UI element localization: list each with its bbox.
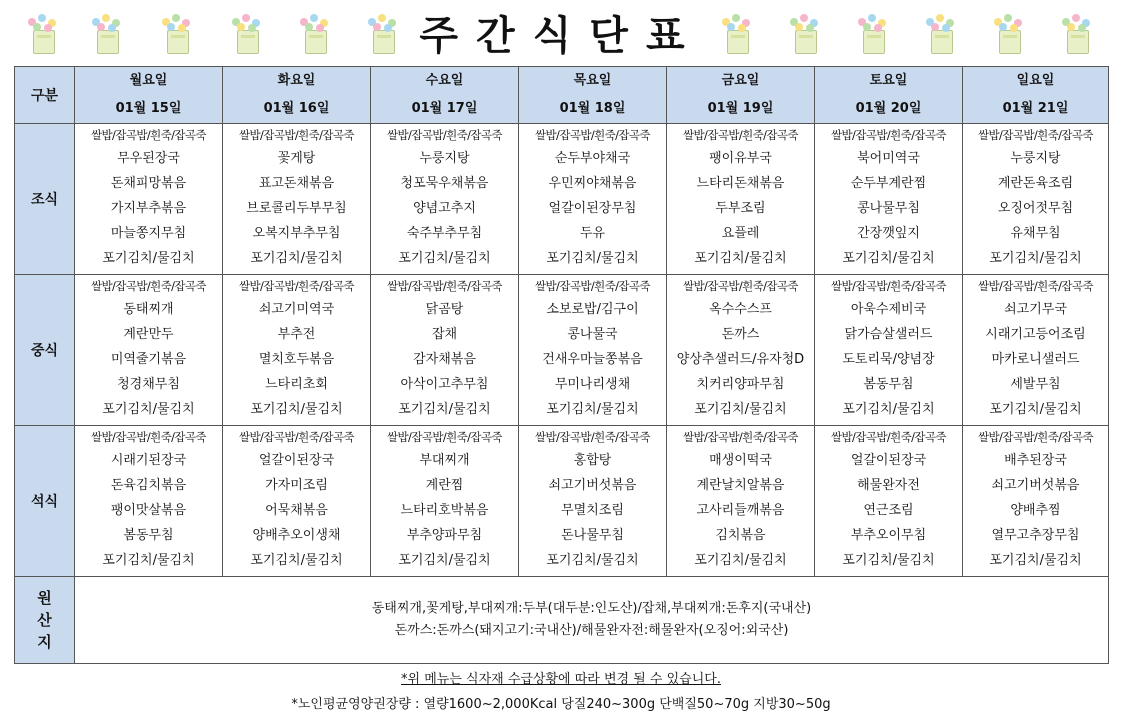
rice-options: 쌀밥/잡곡밥/흰죽/잡곡죽 — [239, 430, 354, 444]
meal-row — [15, 426, 1109, 577]
flower-pot-decoration — [228, 14, 266, 56]
rice-options: 쌀밥/잡곡밥/흰죽/잡곡죽 — [535, 279, 650, 293]
menu-item: 요플레 — [721, 226, 760, 241]
menu-item: 포기김치/물김치 — [989, 251, 1082, 266]
menu-cell — [371, 426, 519, 577]
menu-cell — [223, 426, 371, 577]
menu-item: 아욱수제비국 — [850, 302, 927, 317]
menu-cell — [667, 426, 815, 577]
menu-item: 포기김치/물김치 — [102, 251, 195, 266]
menu-item: 도토리묵/양념장 — [842, 352, 935, 367]
menu-cell — [75, 124, 223, 275]
menu-item: 포기김치/물김치 — [398, 553, 491, 568]
day-header — [519, 67, 667, 124]
menu-item: 부추오이무침 — [850, 528, 927, 543]
day-header — [815, 67, 963, 124]
menu-item: 아삭이고추무침 — [400, 377, 489, 392]
day-name: 월요일 — [129, 73, 168, 88]
menu-item: 김치볶음 — [715, 528, 766, 543]
origin-row — [15, 577, 1109, 664]
change-notice: *위 메뉴는 식자재 수급상황에 따라 변경 될 수 있습니다. — [401, 672, 721, 687]
day-name: 화요일 — [277, 73, 316, 88]
origin-info — [75, 577, 1109, 664]
menu-item: 포기김치/물김치 — [250, 251, 343, 266]
menu-cell — [519, 124, 667, 275]
menu-item: 건새우마늘쫑볶음 — [542, 352, 643, 367]
menu-item: 오복지부추무침 — [252, 226, 341, 241]
rice-options: 쌀밥/잡곡밥/흰죽/잡곡죽 — [831, 279, 946, 293]
menu-item: 고사리들깨볶음 — [696, 503, 785, 518]
menu-item: 계란만두 — [123, 327, 174, 342]
rice-options: 쌀밥/잡곡밥/흰죽/잡곡죽 — [239, 128, 354, 142]
menu-item: 가지부추볶음 — [110, 201, 187, 216]
menu-item: 포기김치/물김치 — [842, 553, 935, 568]
rice-options: 쌀밥/잡곡밥/흰죽/잡곡죽 — [831, 430, 946, 444]
menu-item: 무미나리생채 — [554, 377, 631, 392]
menu-item: 봄동무침 — [863, 377, 914, 392]
rice-options: 쌀밥/잡곡밥/흰죽/잡곡죽 — [831, 128, 946, 142]
menu-item: 마카로니샐러드 — [991, 352, 1080, 367]
menu-cell — [963, 124, 1109, 275]
menu-item: 포기김치/물김치 — [102, 402, 195, 417]
origin-line: 돈까스:돈까스(돼지고기:국내산)/해물완자전:해물완자(오징어:외국산) — [394, 623, 789, 638]
menu-item: 계란찜 — [425, 478, 464, 493]
rice-options: 쌀밥/잡곡밥/흰죽/잡곡죽 — [387, 279, 502, 293]
flower-pot-decoration — [922, 14, 960, 56]
rice-options: 쌀밥/잡곡밥/흰죽/잡곡죽 — [683, 279, 798, 293]
menu-item: 포기김치/물김치 — [546, 553, 639, 568]
flower-pot-decoration — [24, 14, 62, 56]
menu-item: 홍합탕 — [573, 453, 612, 468]
menu-cell — [223, 275, 371, 426]
day-name: 일요일 — [1016, 73, 1055, 88]
menu-item: 쇠고기버섯볶음 — [548, 478, 637, 493]
menu-item: 가자미조림 — [265, 478, 328, 493]
menu-item: 소보로밥/김구이 — [546, 302, 639, 317]
day-header — [223, 67, 371, 124]
menu-item: 순두부야채국 — [554, 151, 631, 166]
menu-item: 포기김치/물김치 — [102, 553, 195, 568]
menu-item: 봄동무침 — [123, 528, 174, 543]
menu-item: 포기김치/물김치 — [546, 402, 639, 417]
menu-item: 얼갈이된장무침 — [548, 201, 637, 216]
menu-item: 돈채피망볶음 — [110, 176, 187, 191]
menu-item: 간장깻잎지 — [857, 226, 920, 241]
rice-options: 쌀밥/잡곡밥/흰죽/잡곡죽 — [387, 430, 502, 444]
menu-item: 양상추샐러드/유자청D — [676, 352, 805, 367]
origin-line: 동태찌개,꽃게탕,부대찌개:두부(대두분:인도산)/잡채,부대찌개:돈후지(국내산) — [371, 601, 812, 616]
menu-cell — [371, 275, 519, 426]
rice-options: 쌀밥/잡곡밥/흰죽/잡곡죽 — [91, 279, 206, 293]
title-banner — [0, 0, 1122, 66]
menu-cell — [75, 426, 223, 577]
day-date: 01월 15일 — [115, 101, 182, 116]
menu-item: 포기김치/물김치 — [989, 402, 1082, 417]
flower-pot-decoration — [158, 14, 196, 56]
day-header — [75, 67, 223, 124]
menu-item: 감자채볶음 — [413, 352, 476, 367]
menu-item: 닭곰탕 — [425, 302, 464, 317]
menu-item: 콩나물국 — [567, 327, 618, 342]
menu-item: 팽이유부국 — [709, 151, 772, 166]
menu-item: 포기김치/물김치 — [694, 251, 787, 266]
day-name: 수요일 — [425, 73, 464, 88]
menu-item: 매생이떡국 — [709, 453, 772, 468]
rice-options: 쌀밥/잡곡밥/흰죽/잡곡죽 — [978, 128, 1093, 142]
menu-cell — [963, 426, 1109, 577]
menu-cell — [75, 275, 223, 426]
meal-label: 석식 — [15, 426, 75, 577]
menu-item: 돈까스 — [721, 327, 760, 342]
meal-label: 조식 — [15, 124, 75, 275]
menu-cell — [667, 124, 815, 275]
menu-item: 우민찌야채볶음 — [548, 176, 637, 191]
menu-item: 계란날치알볶음 — [696, 478, 785, 493]
menu-item: 동태찌개 — [123, 302, 174, 317]
menu-item: 세발무침 — [1010, 377, 1061, 392]
rice-options: 쌀밥/잡곡밥/흰죽/잡곡죽 — [91, 128, 206, 142]
menu-item: 누룽지탕 — [419, 151, 470, 166]
menu-item: 시래기된장국 — [110, 453, 187, 468]
flower-pot-decoration — [990, 14, 1028, 56]
menu-item: 포기김치/물김치 — [694, 553, 787, 568]
day-date: 01월 16일 — [263, 101, 330, 116]
menu-item: 포기김치/물김치 — [842, 402, 935, 417]
menu-item: 청포묵우채볶음 — [400, 176, 489, 191]
page-title: 주간식단표 — [419, 13, 703, 59]
menu-item: 팽이맛살볶음 — [110, 503, 187, 518]
menu-item: 얼갈이된장국 — [258, 453, 335, 468]
menu-item: 어묵채볶음 — [265, 503, 328, 518]
meal-label: 중식 — [15, 275, 75, 426]
menu-item: 치커리양파무침 — [696, 377, 785, 392]
menu-item: 무우된장국 — [117, 151, 180, 166]
day-date: 01월 18일 — [559, 101, 626, 116]
menu-item: 콩나물무침 — [857, 201, 920, 216]
origin-label-char: 산 — [37, 611, 52, 629]
menu-item: 시래기고등어조림 — [985, 327, 1086, 342]
origin-label — [15, 577, 75, 664]
menu-item: 잡채 — [431, 327, 458, 342]
menu-item: 포기김치/물김치 — [250, 402, 343, 417]
origin-label-char: 원 — [37, 589, 52, 607]
menu-table — [14, 66, 1109, 664]
menu-item: 포기김치/물김치 — [694, 402, 787, 417]
menu-item: 북어미역국 — [857, 151, 920, 166]
rice-options: 쌀밥/잡곡밥/흰죽/잡곡죽 — [239, 279, 354, 293]
day-date: 01월 20일 — [855, 101, 922, 116]
menu-item: 포기김치/물김치 — [398, 251, 491, 266]
menu-item: 포기김치/물김치 — [546, 251, 639, 266]
menu-cell — [371, 124, 519, 275]
menu-item: 멸치호두볶음 — [258, 352, 335, 367]
day-name: 목요일 — [573, 73, 612, 88]
menu-item: 느타리초회 — [265, 377, 328, 392]
menu-item: 브로콜리두부무침 — [246, 201, 347, 216]
menu-item: 계란돈육조림 — [997, 176, 1074, 191]
menu-item: 두유 — [579, 226, 606, 241]
rice-options: 쌀밥/잡곡밥/흰죽/잡곡죽 — [978, 430, 1093, 444]
menu-item: 무멸치조림 — [561, 503, 624, 518]
menu-item: 부대찌개 — [419, 453, 470, 468]
menu-item: 해물완자전 — [857, 478, 920, 493]
rice-options: 쌀밥/잡곡밥/흰죽/잡곡죽 — [535, 430, 650, 444]
menu-item: 쇠고기미역국 — [258, 302, 335, 317]
nutrition-notice: *노인평균영양권장량 : 열량1600~2,000Kcal 당질240~300g 단백질50~70g 지방30~50g — [291, 697, 831, 712]
menu-item: 표고돈채볶음 — [258, 176, 335, 191]
menu-item: 숙주부추무침 — [406, 226, 483, 241]
menu-cell — [815, 426, 963, 577]
day-date: 01월 19일 — [707, 101, 774, 116]
day-name: 토요일 — [869, 73, 908, 88]
menu-cell — [223, 124, 371, 275]
header-row — [15, 67, 1109, 124]
meal-row — [15, 275, 1109, 426]
menu-item: 오징어젓무침 — [997, 201, 1074, 216]
menu-item: 느타리돈채볶음 — [696, 176, 785, 191]
menu-item: 유채무침 — [1010, 226, 1061, 241]
rice-options: 쌀밥/잡곡밥/흰죽/잡곡죽 — [387, 128, 502, 142]
menu-item: 포기김치/물김치 — [398, 402, 491, 417]
menu-cell — [667, 275, 815, 426]
menu-item: 양배추찜 — [1010, 503, 1061, 518]
menu-item: 돈나물무침 — [561, 528, 624, 543]
menu-item: 부추전 — [277, 327, 316, 342]
menu-item: 쇠고기버섯볶음 — [991, 478, 1080, 493]
menu-item: 돈육김치볶음 — [110, 478, 187, 493]
menu-cell — [815, 124, 963, 275]
flower-pot-decoration — [786, 14, 824, 56]
menu-item: 닭가슴살샐러드 — [844, 327, 933, 342]
menu-item: 양배추오이생채 — [252, 528, 341, 543]
menu-cell — [963, 275, 1109, 426]
menu-item: 느타리호박볶음 — [400, 503, 489, 518]
flower-pot-decoration — [88, 14, 126, 56]
menu-item: 누룽지탕 — [1010, 151, 1061, 166]
menu-item: 쇠고기무국 — [1004, 302, 1067, 317]
origin-label-char: 지 — [37, 633, 52, 651]
flower-pot-decoration — [1058, 14, 1096, 56]
day-date: 01월 21일 — [1002, 101, 1069, 116]
flower-pot-decoration — [854, 14, 892, 56]
menu-item: 부추양파무침 — [406, 528, 483, 543]
menu-cell — [519, 426, 667, 577]
day-header — [667, 67, 815, 124]
rice-options: 쌀밥/잡곡밥/흰죽/잡곡죽 — [683, 430, 798, 444]
menu-item: 마늘쫑지무침 — [110, 226, 187, 241]
menu-item: 순두부계란찜 — [850, 176, 927, 191]
rice-options: 쌀밥/잡곡밥/흰죽/잡곡죽 — [91, 430, 206, 444]
menu-item: 청경채무침 — [117, 377, 180, 392]
rice-options: 쌀밥/잡곡밥/흰죽/잡곡죽 — [978, 279, 1093, 293]
meal-row — [15, 124, 1109, 275]
menu-item: 배추된장국 — [1004, 453, 1067, 468]
menu-item: 옥수수스프 — [709, 302, 772, 317]
menu-item: 꽃게탕 — [277, 151, 316, 166]
flower-pot-decoration — [296, 14, 334, 56]
menu-item: 얼갈이된장국 — [850, 453, 927, 468]
menu-item: 포기김치/물김치 — [842, 251, 935, 266]
day-header — [371, 67, 519, 124]
day-name: 금요일 — [721, 73, 760, 88]
menu-item: 양념고추지 — [413, 201, 476, 216]
menu-item: 열무고추장무침 — [991, 528, 1080, 543]
menu-item: 포기김치/물김치 — [989, 553, 1082, 568]
day-date: 01월 17일 — [411, 101, 478, 116]
day-header — [963, 67, 1109, 124]
menu-item: 두부조림 — [715, 201, 766, 216]
rice-options: 쌀밥/잡곡밥/흰죽/잡곡죽 — [535, 128, 650, 142]
menu-item: 연근조림 — [863, 503, 914, 518]
menu-item: 미역줄기볶음 — [110, 352, 187, 367]
header-label: 구분 — [15, 67, 75, 124]
menu-cell — [519, 275, 667, 426]
menu-item: 포기김치/물김치 — [250, 553, 343, 568]
rice-options: 쌀밥/잡곡밥/흰죽/잡곡죽 — [683, 128, 798, 142]
menu-cell — [815, 275, 963, 426]
